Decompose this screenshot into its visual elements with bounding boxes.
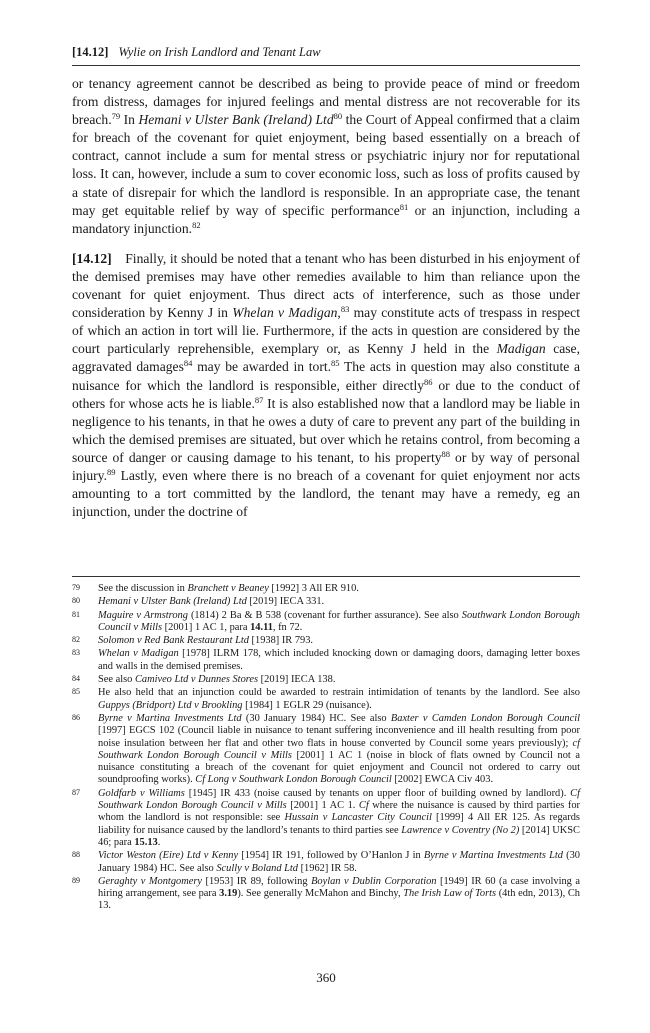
text-run: It is also established now that a landlord may be liable in negligence to his tenants, in that he owes a duty of care to prevent any part of the building in which the demised premises are situated, but over which he retains control, from becoming a source of danger or causing damage to his tenant, to his property [72,395,580,465]
footnote [72,635,580,647]
text-run: The acts in question may also constitute a nuisance for which the landlord is responsible, either directly [72,359,580,393]
footnote-text [98,674,580,686]
footnote-ref: 80 [333,111,343,122]
italic-run: Byrne v Martina Investments Ltd [423,850,563,862]
italic-run: Solomon v Red Bank Restaurant Ltd [98,635,249,647]
header-para-ref: [14.12] [72,45,109,59]
text-run: [1999] 4 All ER 125. As regards liability for nuisance caused by the landlord’s tenants to third parties see [98,812,580,836]
footnote-ref: 81 [399,201,409,212]
italic-run: Cf Southwark London Borough Council v Mills [98,787,580,812]
italic-run: Camiveo Ltd v Dunnes Stores [134,674,259,686]
footnote-text [98,648,580,673]
footnote-ref: 82 [192,219,201,230]
text-run: (30 January 1984) HC. See also [241,712,391,724]
italic-run: The Irish Law of Torts [403,888,497,900]
book-page [72,0,580,1033]
footnote-number: 86 [72,712,80,722]
footnote-text [98,876,580,913]
footnote [72,596,580,608]
footnote-text [98,687,580,712]
footnote [72,713,580,787]
footnote [72,674,580,686]
text-run: , fn 72. [272,621,303,633]
text-run: [1997] EGCS 102 (Council liable in nuisance to tenant suffering inconvenience and ill health resulting from poor noise insulation between her flat and other two flats in house converted by Council some years previously); [98,725,580,749]
footnote-ref: 84 [183,358,193,369]
footnote-number: 88 [72,850,80,860]
italic-run: Whelan v Madigan [232,305,338,321]
footnote-text [98,610,580,635]
italic-run: Southwark London Borough Council v Mills [98,609,580,633]
footnote-rule [72,576,580,577]
text-run: [1949] IR 60 (a case involving a hiring arrangement, see para [98,875,580,900]
text-run: See the discussion in [98,583,188,594]
footnote-number: 84 [72,674,80,684]
footnote-ref: 87 [254,394,264,405]
bold-run: 15.13 [134,836,158,848]
footnote [72,850,580,875]
text-run: [2002] EWCA Civ 403. [391,774,494,786]
footnote [72,583,580,595]
header-title: Wylie on Irish Landlord and Tenant Law [118,45,321,59]
text-run: He also held that an injunction could be awarded to restrain intimidation of tenants by the landlord. See also [98,687,580,699]
text-run: or an injunction, including a mandatory injunction. [72,202,580,236]
text-run: where the nuisance is caused by third parties for whom the landlord is not responsible: see [98,800,580,824]
running-header [72,44,580,60]
footnote-text [98,583,580,595]
footnote-ref: 88 [441,448,451,459]
text-run: [1984] 1 EGLR 29 (nuisance). [242,699,372,711]
italic-run: Branchett v Beaney [187,583,269,594]
italic-run: Maguire v Armstrong [98,609,188,621]
italic-run: Guppys (Bridport) Ltd v Brookling [98,699,243,711]
footnote-ref: 89 [107,466,116,477]
text-run: See also [98,674,135,686]
text-run: [1962] IR 58. [298,862,357,874]
footnote-number: 79 [72,583,80,592]
text-run: Finally, it should be noted that a tenant who has been disturbed in his enjoyment of the demised premises may have other remedies available to him than reliance upon the covenant for quiet enjoyment. Thus direct acts of interference, such as those under consideration by Kenny J in [72,250,580,321]
text-run: may be awarded in tort. [192,359,332,375]
text-run: or tenancy agreement cannot be described as being to provide peace of mind or freedom from distress, damages for injured feelings and mental distress are not recoverable for its breach. [72,76,580,128]
bold-run: [14.12] [72,250,112,266]
text-run: [2001] 1 AC 1. [286,800,359,812]
paragraph-14-12 [72,250,580,521]
italic-run: Byrne v Martina Investments Ltd [98,712,242,724]
italic-run: Goldfarb v Williams [98,787,185,799]
footnote-text [98,635,580,647]
text-run: [2001] 1 AC 1, para [162,621,251,633]
italic-run: Hussain v Lancaster City Council [284,812,432,824]
footnote-number: 85 [72,687,80,697]
footnote-number: 83 [72,648,80,658]
text-run: [1945] IR 433 (noise caused by tenants on upper floor of building owned by landlord). [184,787,571,799]
footnote-number: 81 [72,609,80,619]
italic-run: Scully v Boland Ltd [216,862,298,874]
italic-run: Lawrence v Coventry (No 2) [401,824,520,836]
italic-run: Hemani v Ulster Bank (Ireland) Ltd [138,112,334,128]
footnote [72,687,580,712]
footnote-text [98,788,580,849]
footnote-number: 89 [72,875,80,885]
text-run: [1953] IR 89, following [201,875,312,887]
footnote-ref: 83 [340,304,350,315]
text-run: , [337,305,341,321]
text-run: (4th edn, 2013), Ch 13. [98,888,580,912]
text-run: case, aggravated damages [72,341,580,375]
text-run: . [157,836,161,848]
text-run: [2019] IECA 331. [246,596,325,608]
footnote-number: 82 [72,635,80,645]
text-run: or due to the conduct of others for whose acts he is liable. [72,377,580,411]
header-rule [72,65,580,66]
page-number: 360 [316,970,336,985]
footnote-number: 87 [72,787,80,797]
footnote-ref: 79 [111,111,121,122]
text-run: (1814) 2 Ba & B 538 (covenant for further assurance). See also [187,609,462,621]
footnote [72,876,580,913]
italic-run: Madigan [496,341,546,357]
footnote-ref: 86 [424,376,433,387]
text-run: the Court of Appeal confirmed that a claim for breach of the covenant for quiet enjoyment, being based essentially on a breach of contract, cannot include a sum for mental stress or psychiatric injury nor for reputational loss. It can, however, include a sum to cover economic loss, such as loss of profits caused by a state of disrepair for which the landlord is responsible. In an appropriate case, the tenant may get equitable relief by way of specific performance [72,112,581,218]
text-run: [2019] IECA 138. [258,674,336,686]
footnote [72,610,580,635]
paragraph-1 [72,75,580,238]
italic-run: Whelan v Madigan [98,648,179,660]
bold-run: 3.19 [219,888,238,900]
footnote-number: 80 [72,596,80,606]
text-run: Lastly, even where there is no breach of a covenant for quiet enjoyment nor acts amounting to a tort committed by the landlord, the tenant may have a remedy, eg an injunction, under the doctrine of [72,467,580,520]
italic-run: Baxter v Camden London Borough Council [390,712,580,724]
italic-run: Geraghty v Montgomery [98,875,202,887]
footnote [72,648,580,673]
italic-run: Boylan v Dublin Corporation [311,875,437,887]
text-run: (30 January 1984) HC. See also [98,850,580,874]
text-run: [1938] IR 793. [248,635,314,647]
text-run: In [120,112,139,128]
footnote-text [98,850,580,875]
main-text [72,75,580,521]
text-run: ). See generally McMahon and Binchy, [237,888,404,900]
text-run: or by way of personal injury. [72,449,581,483]
footnote-ref: 85 [331,358,340,369]
italic-run: Cf [358,800,369,812]
text-run: [2001] 1 AC 1 (noise in block of flats owned by Council not a nuisance constituting a breach of the covenant for quiet enjoyment and Council not ordered to carry out soundproofing works). [98,749,580,786]
footnote-text [98,596,580,608]
italic-run: Victor Weston (Eire) Ltd v Kenny [98,850,239,862]
footnote-text [98,713,580,787]
footnote [72,788,580,849]
text-run: [1992] 3 All ER 910. [268,583,359,594]
text-run: may constitute acts of trespass in respect of which an action in tort will lie. Furthermore, if the acts in question are considered by the court particularly reprehensible, exemplary or, as Kenny J held in the [72,305,580,357]
text-run: [1978] ILRM 178, which included knocking down or damaging doors, damaging letter boxes and walls in the demised premises. [98,648,580,672]
bold-run: 14.11 [250,621,273,633]
italic-run: Hemani v Ulster Bank (Ireland) Ltd [98,596,247,608]
text-run: [1954] IR 191, followed by O’Hanlon J in [238,850,424,862]
footnotes [72,583,580,914]
text-run: [2014] UKSC 46; para [98,824,580,848]
italic-run: Cf Long v Southwark London Borough Council [195,774,392,786]
italic-run: cf Southwark London Borough Council v Mills [98,737,580,761]
